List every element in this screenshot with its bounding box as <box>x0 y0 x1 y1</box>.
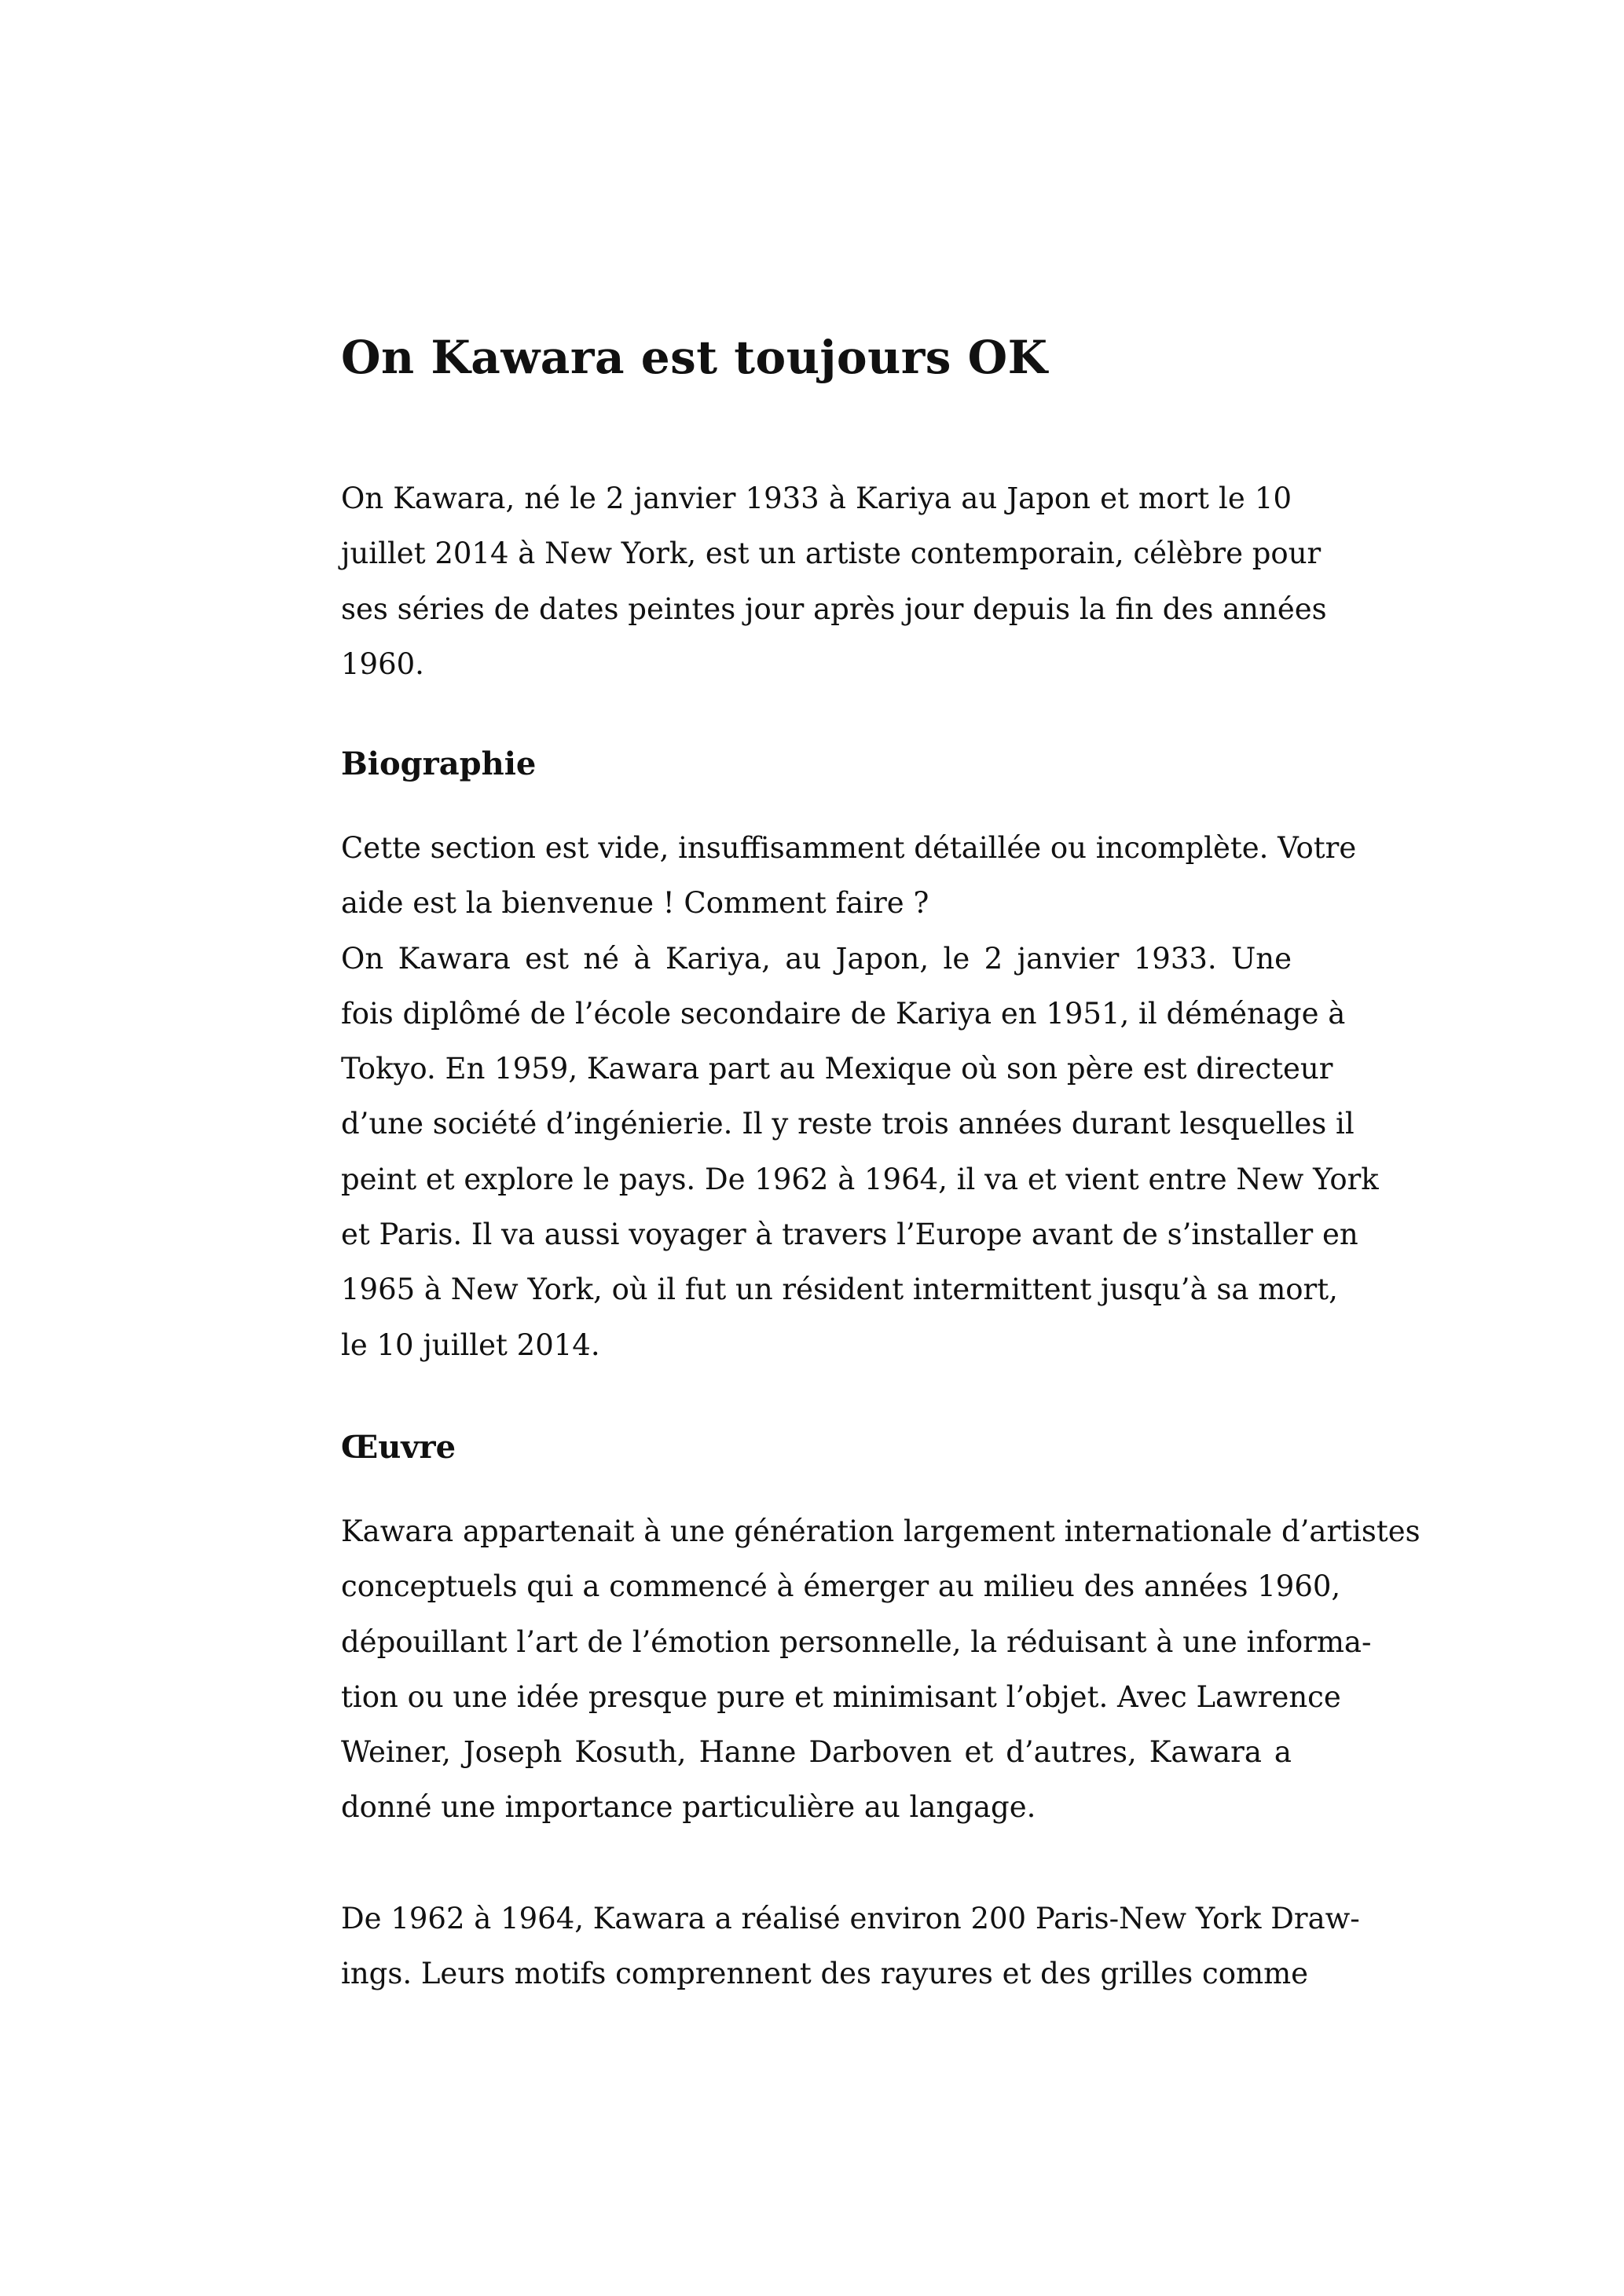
text-line: d’une société d’ingénierie. Il y reste trois années durant lesquelles il <box>341 1107 1355 1141</box>
article-title: On Kawara est toujours OK <box>341 331 1048 384</box>
text-line: donné une importance particulière au langage. <box>341 1790 1036 1825</box>
biographie-notice <box>341 821 1357 932</box>
text-line: peint et explore le pays. De 1962 à 1964, il va et vient entre New York <box>341 1162 1379 1196</box>
text-line: ings. Leurs motifs comprennent des rayures et des grilles comme <box>341 1957 1309 1991</box>
text-line: On Kawara, né le 2 janvier 1933 à Kariya au Japon et mort le 10 <box>341 482 1292 515</box>
text-line: 1965 à New York, où il fut un résident intermittent jusqu’à sa mort, <box>341 1273 1338 1307</box>
text-line: Cette section est vide, insuffisamment détaillée ou incomplète. Votre <box>341 831 1357 865</box>
oeuvre-paragraph-1 <box>341 1504 1421 1836</box>
text-line: 1960. <box>341 646 424 681</box>
text-line: Tokyo. En 1959, Kawara part au Mexique où son père est directeur <box>341 1052 1333 1086</box>
text-line: dépouillant l’art de l’émotion personnelle, la réduisant à une informa- <box>341 1624 1372 1659</box>
section-heading-biographie: Biographie <box>341 745 537 782</box>
text-line: conceptuels qui a commencé à émerger au milieu des années 1960, <box>341 1569 1341 1604</box>
text-line: Kawara appartenait à une génération largement internationale d’artistes <box>341 1514 1421 1548</box>
text-line: juillet 2014 à New York, est un artiste contemporain, célèbre pour <box>341 536 1322 571</box>
text-line: fois diplômé de l’école secondaire de Kariya en 1951, il déménage à <box>341 996 1346 1031</box>
text-line: ses séries de dates peintes jour après jour depuis la fin des années <box>341 591 1327 626</box>
text-line: On Kawara est né à Kariya, au Japon, le 2 janvier 1933. Une <box>341 941 1292 976</box>
biographie-paragraph <box>341 932 1379 1373</box>
text-line: tion ou une idée presque pure et minimisant l’objet. Avec Lawrence <box>341 1679 1341 1714</box>
text-line: Weiner, Joseph Kosuth, Hanne Darboven et d’autres, Kawara a <box>341 1735 1292 1770</box>
intro-paragraph <box>341 471 1327 692</box>
section-heading-oeuvre: Œuvre <box>341 1429 456 1466</box>
text-line: De 1962 à 1964, Kawara a réalisé environ 200 Paris-New York Draw- <box>341 1902 1360 1935</box>
oeuvre-paragraph-2 <box>341 1891 1360 2002</box>
text-line: aide est la bienvenue ! Comment faire ? <box>341 886 929 921</box>
text-line: le 10 juillet 2014. <box>341 1327 600 1362</box>
text-line: et Paris. Il va aussi voyager à travers l’Europe avant de s’installer en <box>341 1218 1358 1252</box>
